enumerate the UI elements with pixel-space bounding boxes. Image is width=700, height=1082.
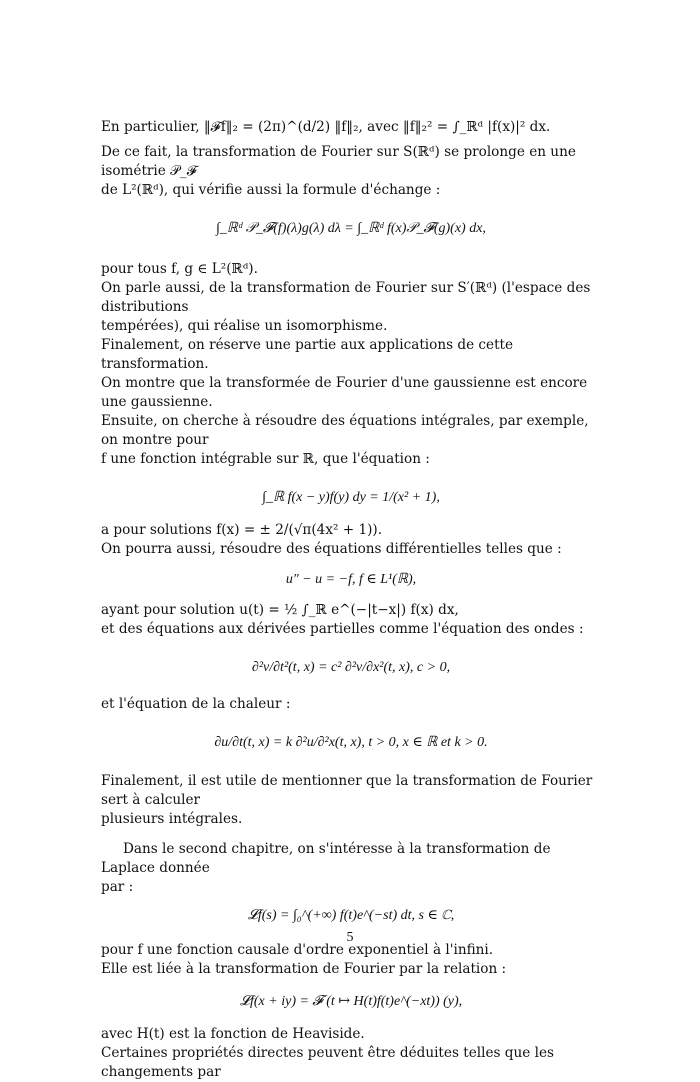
text-line: avec H(t) est la fonction de Heaviside.	[101, 1026, 365, 1042]
text-line: Dans le second chapitre, on s'intéresse à la transformation de Laplace donnée	[101, 841, 551, 876]
text-line: plusieurs intégrales.	[101, 811, 243, 827]
formula-laplace: 𝓛f(s) = ∫₀^(+∞) f(t)e^(−st) dt, s ∈ ℂ,	[247, 908, 455, 923]
equation-ondes: ∂²v/∂t²(t, x) = c² ∂²v/∂x²(t, x), c > 0,	[251, 660, 451, 675]
text-line: Finalement, il est utile de mentionner que la transformation de Fourier sert à calculer	[101, 773, 593, 808]
text-line: Elle est liée à la transformation de Fourier par la relation :	[101, 961, 507, 977]
text-line: On parle aussi, de la transformation de Fourier sur S′(ℝᵈ) (l'espace des distributions	[101, 280, 591, 315]
text-line: On pourra aussi, résoudre des équations différentielles telles que :	[101, 541, 562, 557]
text-line: pour tous f, g ∈ L²(ℝᵈ).	[101, 261, 258, 277]
text-line: pour f une fonction causale d'ordre exponentiel à l'infini.	[101, 942, 494, 958]
text-line: Ensuite, on cherche à résoudre des équations intégrales, par exemple, on montre pour	[101, 413, 589, 448]
page-number: 5	[346, 930, 354, 945]
text-line: Finalement, on réserve une partie aux applications de cette transformation.	[101, 337, 514, 372]
equation-chaleur: ∂u/∂t(t, x) = k ∂²u/∂²x(t, x), t > 0, x ∈ ℝ et k > 0.	[214, 735, 488, 750]
text-line: En particulier, ‖𝓕f‖₂ = (2π)^(d/2) ‖f‖₂, avec ‖f‖₂² = ∫_ℝᵈ |f(x)|² dx.	[101, 119, 551, 135]
text-line: Certaines propriétés directes peuvent être déduites telles que les changements par	[101, 1045, 554, 1080]
equation-integrale: ∫_ℝ f(x − y)f(y) dy = 1/(x² + 1),	[262, 490, 440, 505]
text-line: On montre que la transformée de Fourier d'une gaussienne est encore une gaussienne.	[101, 375, 588, 410]
text-line: de L²(ℝᵈ), qui vérifie aussi la formule d'échange :	[101, 182, 441, 198]
text-line: par :	[101, 879, 134, 895]
text-line: a pour solutions f(x) = ± 2/(√π(4x² + 1)).	[101, 522, 383, 538]
text-line: et des équations aux dérivées partielles comme l'équation des ondes :	[101, 621, 584, 637]
formula-laplace-fourier: 𝓛f(x + iy) = 𝓕 (t ↦ H(t)f(t)e^(−xt)) (y),	[239, 994, 463, 1009]
equation-differentielle: u″ − u = −f, f ∈ L¹(ℝ),	[285, 572, 417, 587]
text-line: f une fonction intégrable sur ℝ, que l'équation :	[101, 451, 430, 467]
text-line: ayant pour solution u(t) = ½ ∫_ℝ e^(−|t−x|) f(x) dx,	[101, 602, 459, 618]
formula-echange: ∫_ℝᵈ 𝒫_𝓕(f)(λ)g(λ) dλ = ∫_ℝᵈ f(x)𝒫_𝓕(g)(x) dx,	[216, 221, 486, 236]
text-line: tempérées), qui réalise un isomorphisme.	[101, 318, 388, 334]
text-line: et l'équation de la chaleur :	[101, 696, 291, 712]
text-line: De ce fait, la transformation de Fourier sur S(ℝᵈ) se prolonge en une isométrie 𝒫_𝓕	[101, 144, 576, 179]
